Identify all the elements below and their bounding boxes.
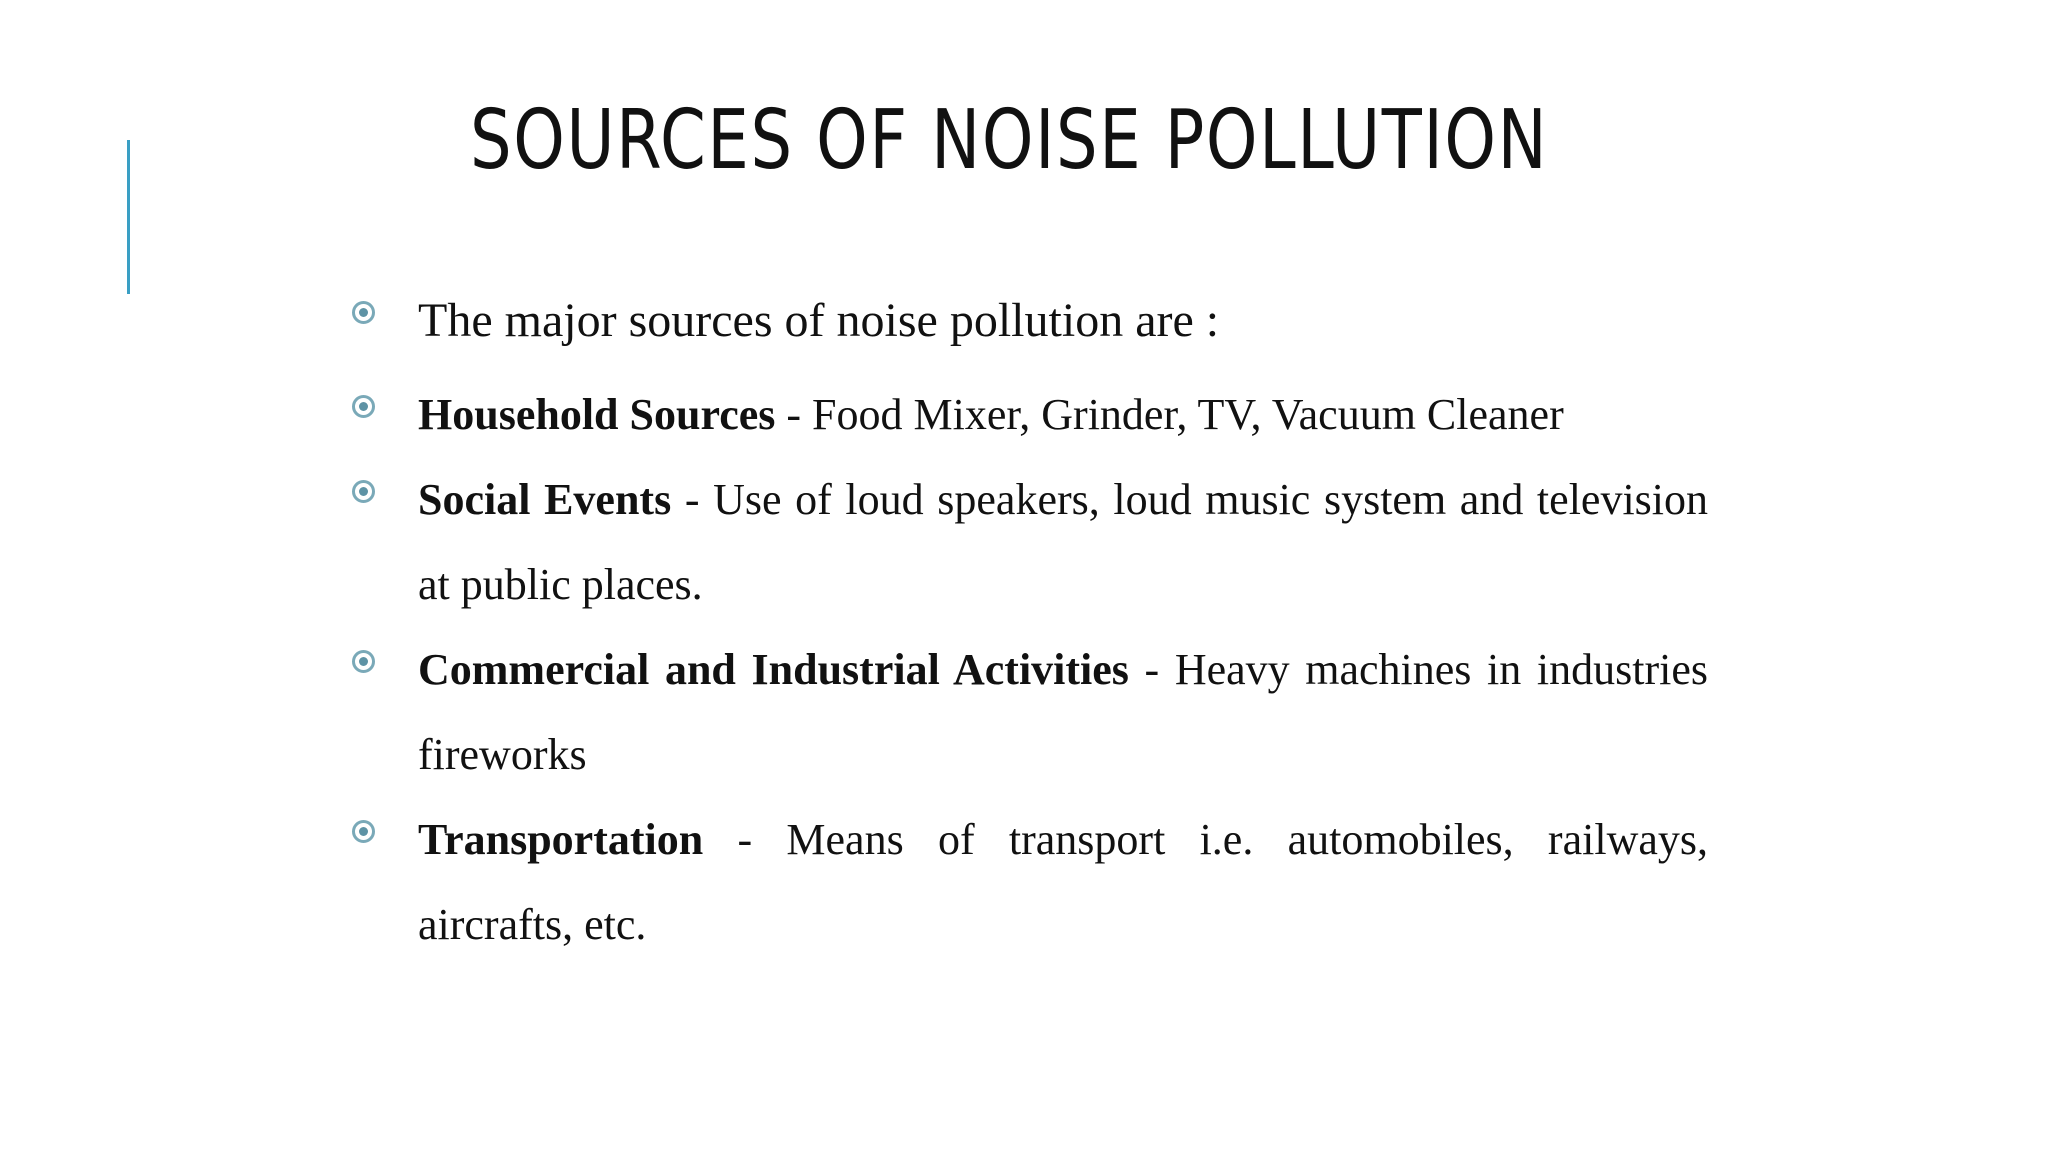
bullet-icon: [352, 301, 375, 324]
accent-bar: [127, 140, 130, 294]
bullet-description: Food Mixer, Grinder, TV, Vacuum Cleaner: [812, 390, 1564, 439]
bullet-term: Household Sources: [418, 390, 776, 439]
bullet-description: Heavy machines in industries fireworks: [418, 645, 1708, 779]
bullet-icon: [352, 480, 375, 503]
bullet-list: [352, 282, 1708, 967]
bullet-icon: [352, 650, 375, 673]
bullet-icon: [352, 395, 375, 418]
bullet-term: Transportation: [418, 815, 704, 864]
bullet-separator: -: [775, 390, 813, 439]
bullet-item-commercial-industrial: [352, 627, 1708, 797]
bullet-term: Commercial and Industrial Activities: [418, 645, 1129, 694]
bullet-term: Social Events: [418, 475, 672, 524]
bullet-icon: [352, 820, 375, 843]
bullet-item-social-events: [352, 457, 1708, 627]
bullet-separator: -: [1128, 645, 1175, 694]
bullet-text: The major sources of noise pollution are :: [418, 294, 1220, 347]
bullet-description: Use of loud speakers, loud music system and television at public places.: [418, 475, 1709, 609]
bullet-description: Means of transport i.e. automobiles, railways, aircrafts, etc.: [418, 815, 1708, 949]
bullet-item-intro: [352, 282, 1708, 360]
slide-title: SOURCES OF NOISE POLLUTION: [470, 93, 1549, 188]
bullet-item-household: [352, 372, 1708, 457]
bullet-item-transportation: [352, 797, 1708, 967]
bullet-separator: -: [671, 475, 714, 524]
bullet-separator: -: [703, 815, 787, 864]
